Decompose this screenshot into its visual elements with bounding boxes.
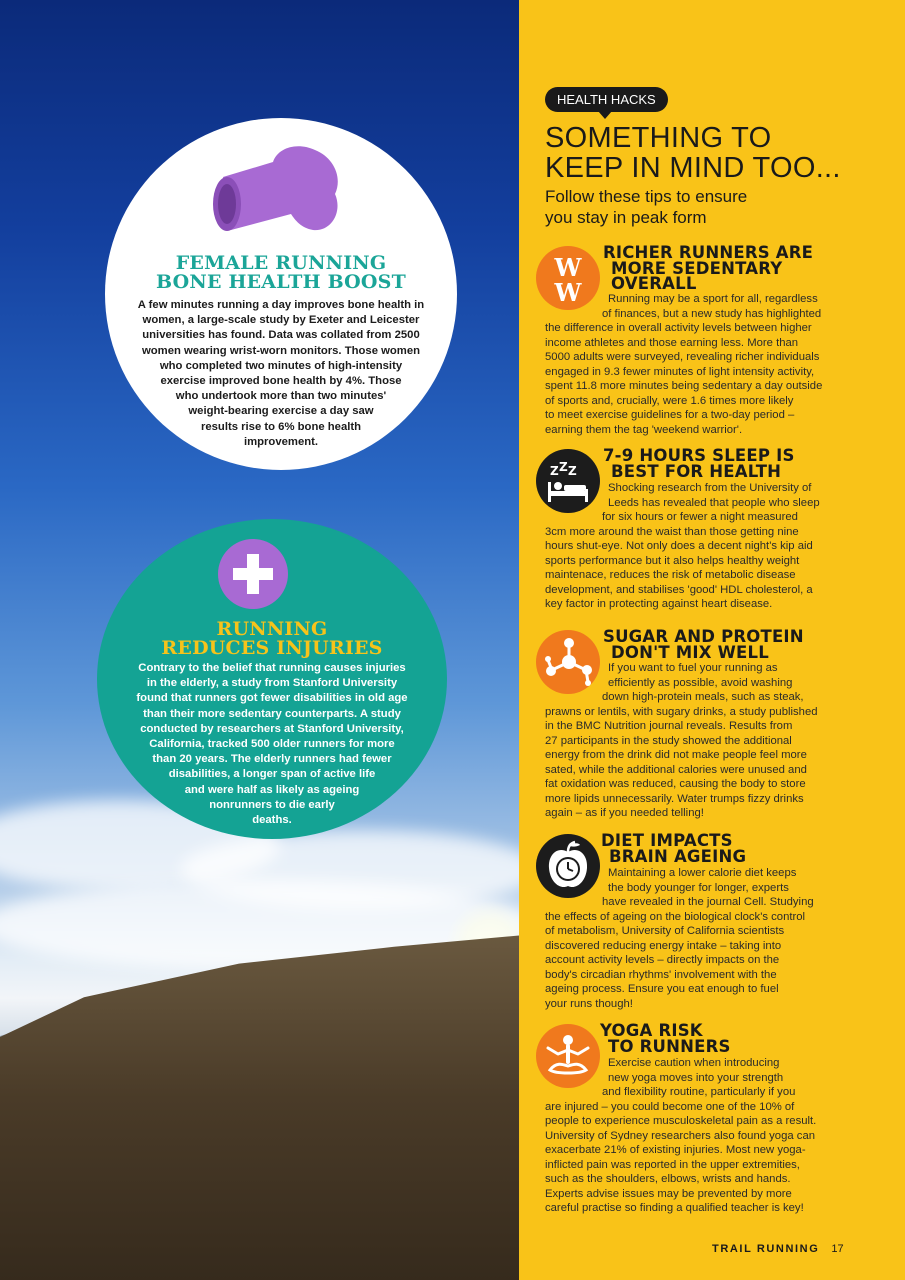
body-line: 3cm more around the waist than those getting nine [545,525,799,538]
title-line: REDUCES INJURIES [161,637,383,659]
body-line: and were half as likely as ageing [184,783,360,796]
body-line: results rise to 6% bone health [200,420,362,433]
body-line: inflicted pain was reported in the upper extremities, [545,1158,800,1171]
svg-text:Z: Z [559,460,568,474]
running-injuries-body [115,661,429,828]
body-line: of sports and, crucially, were 1.6 times more likely [545,394,794,407]
body-line: efficiently as possible, avoid washing [608,676,793,689]
tag-pointer [598,111,612,119]
title-line: DIET IMPACTS [601,831,733,850]
headline [545,123,895,183]
tip-title [603,629,804,660]
body-line: spent 11.8 more minutes being sedentary a day outside [545,380,823,392]
body-line: prawns or lentils, with sugary drinks, a study published [545,705,818,718]
body-line: 5000 adults were surveyed, revealing richer individuals [545,351,820,363]
body-line: 27 participants in the study showed the additional [545,734,792,747]
title-line: SUGAR AND PROTEIN [603,627,804,646]
bone-health-circle [105,118,457,470]
title-line: FEMALE RUNNING [175,252,387,274]
title-line: TO RUNNERS [608,1036,731,1056]
body-line: sated, while the additional calories were unused and [545,763,807,776]
body-line: improvement. [243,435,319,448]
body-line: sports performance but it also helps healthy weight [545,554,800,567]
body-line: deaths. [252,814,292,827]
body-line: weight-bearing exercise a day saw [188,405,374,418]
body-line: Contrary to the belief that running causes injuries [138,662,406,674]
body-line: women wearing wrist-worn monitors. Those women [141,344,421,357]
plus-icon [218,539,288,609]
body-line: conducted by researchers at Stanford University, [140,722,404,735]
headline-line: SOMETHING TO [545,122,772,154]
body-line: Running may be a sport for all, regardless [608,293,818,305]
svg-text:W: W [554,278,582,307]
body-line: development, and stabilises 'good' HDL cholesterol, a [545,583,813,596]
body-line: income athletes and those earning less. More than [545,336,799,349]
body-line: in the BMC Nutrition journal reveals. Results from [545,720,793,732]
body-line: than their more sedentary counterparts. A study [143,707,401,720]
body-line: again – as if you needed telling! [545,807,704,819]
body-line: who completed two minutes of high-intensity [159,359,403,372]
plus-bar [247,554,259,594]
svg-text:Z: Z [568,464,577,478]
intro-line: you stay in peak form [545,208,707,227]
body-line: than 20 years. The elderly runners had fewer [152,753,392,766]
intro-line: Follow these tips to ensure [545,187,748,206]
body-line: universities has found. Data was collated from 2500 [142,329,420,342]
body-line: disabilities, a longer span of active life [168,768,376,781]
body-line: discovered reducing energy intake – taking into [545,939,782,952]
body-line: are injured – you could become one of the 10% of [545,1100,795,1113]
body-line: your runs though! [545,997,633,1010]
bone-health-title [135,254,427,292]
body-line: engaged in 9.3 fewer minutes of light intensity activity, [545,365,815,378]
body-line: Leeds has revealed that people who sleep [608,496,820,509]
body-line: of metabolism, University of California scientists [545,925,785,937]
body-line: Maintaining a lower calorie diet keeps [608,867,797,879]
bone-health-body [131,298,431,450]
section-tag: HEALTH HACKS [545,87,668,112]
title-line: 7-9 HOURS SLEEP IS [603,446,795,465]
body-line: exercise improved bone health by 4%. Those [160,375,402,388]
title-line: OVERALL [611,274,697,293]
tip-title [603,448,795,479]
body-line: careful practise so finding a qualified teacher is key! [545,1202,804,1214]
intro-text [545,186,885,228]
tip-title [601,833,746,864]
title-line: RUNNING [216,618,328,640]
body-line: and flexibility routine, particularly if you [602,1086,796,1098]
title-line: YOGA RISK [600,1021,703,1040]
title-line: RICHER RUNNERS ARE [603,243,814,262]
body-line: key factor in protecting against heart disease. [545,598,773,610]
title-line: BONE HEALTH BOOST [156,271,406,293]
title-line: BEST FOR HEALTH [611,461,782,481]
tip-body [545,866,845,1011]
body-line: have revealed in the journal Cell. Studying [602,896,814,908]
body-line: new yoga moves into your strength [608,1071,784,1084]
bone-icon [203,142,348,242]
body-line: exacerbate 21% of existing injuries. Most new yoga- [545,1144,806,1156]
body-line: the body younger for longer, experts [608,881,789,894]
body-line: who undertook more than two minutes' [175,390,387,403]
tip-body [545,661,845,821]
body-line: nonrunners to die early [209,798,335,811]
body-line: Exercise caution when introducing [608,1057,780,1069]
body-line: for six hours or fewer a night measured [602,511,798,523]
body-line: maintenace, reduces the risk of metabolic disease [545,569,796,581]
title-line: DON'T MIX WELL [611,642,769,662]
body-line: University of Sydney researchers also found yoga can [545,1129,816,1142]
headline-line: KEEP IN MIND TOO... [545,152,841,184]
body-line: A few minutes running a day improves bone health in [137,299,425,311]
body-line: Experts advise issues may be prevented by more [545,1187,792,1200]
svg-text:Z: Z [550,464,559,478]
body-line: women, a large-scale study by Exeter and Leicester [142,314,420,327]
body-line: earning them the tag 'weekend warrior'. [545,423,743,436]
body-line: Shocking research from the University of [608,482,812,494]
body-line: If you want to fuel your running as [608,662,778,674]
hillside [0,930,519,1280]
body-line: hours shut-eye. Not only does a decent night's kip aid [545,540,813,552]
svg-text:W: W [554,253,582,282]
body-line: found that runners got fewer disabilities in old age [136,692,408,705]
tip-title [603,245,813,292]
page-footer [712,1243,844,1255]
body-line: energy from the drink did not make people feel more [545,749,807,761]
body-line: more lipids unnecessarily. Water trumps fizzy drinks [545,792,804,805]
body-line: ageing process. Ensure you eat enough to fuel [545,983,779,995]
tip-body [545,1056,845,1216]
body-line: California, tracked 500 older runners for more [149,738,395,751]
body-line: the difference in overall activity levels between higher [545,322,812,334]
body-line: in the elderly, a study from Stanford University [146,677,398,690]
body-line: to meet exercise guidelines for a two-day period – [545,409,795,421]
body-line: account activity levels – directly impacts on the [545,954,780,966]
body-line: such as the shoulders, elbows, wrists and hands. [545,1173,791,1185]
body-line: the effects of ageing on the biological clock's control [545,910,806,923]
magazine-name: TRAIL RUNNING [712,1243,820,1255]
body-line: down high-protein meals, such as steak, [602,691,804,703]
tip-title [600,1023,731,1054]
body-line: people to experience musculoskeletal pain as a result. [545,1115,817,1127]
page-number: 17 [831,1243,844,1255]
tip-body [545,481,845,612]
body-line: fat oxidation was reduced, causing the body to store [545,778,806,790]
title-line: MORE SEDENTARY [611,258,783,278]
body-line: body's circadian rhythms' involvement with the [545,968,777,981]
title-line: BRAIN AGEING [609,846,747,866]
running-injuries-title [122,620,422,658]
body-line: of finances, but a new study has highlighted [602,307,822,320]
tip-body [545,292,845,437]
